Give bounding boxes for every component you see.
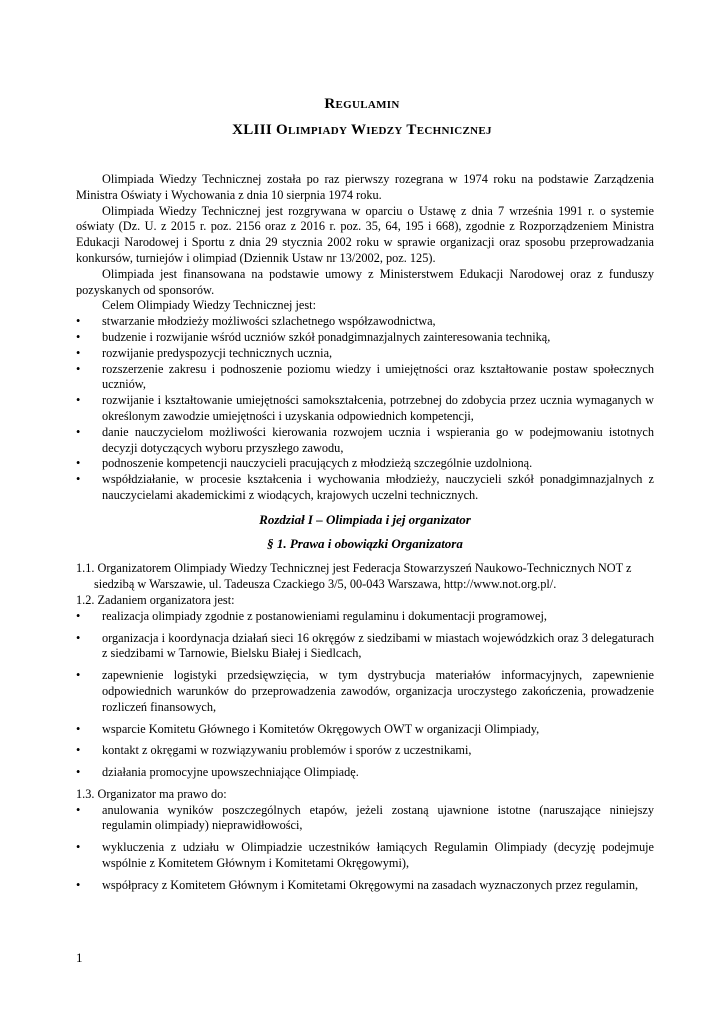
tasks-list-item: • kontakt z okręgami w rozwiązywaniu problemów i sporów z uczestnikami, <box>76 743 654 759</box>
goals-list-item: • współdziałanie, w procesie kształcenia i wychowania młodzieży, nauczycieli szkół ponadgimnazjalnych z nauczycielami akademickimi z wiodących, krajowych uczelni technicznych. <box>76 472 654 504</box>
chapter-heading: Rozdział I – Olimpiada i jej organizator <box>259 511 471 527</box>
goals-list-item: • stwarzanie młodzieży możliwości szlachetnego współzawodnictwa, <box>76 314 654 330</box>
page-number: 1 <box>76 950 83 965</box>
clause-1-2: 1.2. Zadaniem organizatora jest: <box>76 592 235 607</box>
tasks-list <box>76 609 654 781</box>
intro-paragraph: Olimpiada Wiedzy Technicznej jest rozgrywana w oparciu o Ustawę z dnia 7 września 1991 r. o systemie oświaty (Dz. U. z 2015 r. poz. 2156 oraz z 2016 r. poz. 35, 64, 195 i 668), zgodnie z Rozporządzeniem Ministra Edukacji Narodowej i Sportu z dnia 29 stycznia 2002 roku w sprawie organizacji oraz sposobu przeprowadzania konkursów, turniejów i olimpiad (Dziennik Ustaw nr 13/2002, poz. 125). <box>76 203 654 265</box>
tasks-list-item: • organizacja i koordynacja działań sieci 16 okręgów z siedzibami w miastach wojewódzkich oraz 3 delegaturach z siedzibami w Tarnowie, Bielsku Białej i Siedlcach, <box>76 631 654 663</box>
goals-list <box>76 314 654 504</box>
document-body <box>76 172 654 900</box>
clause-1-1: 1.1. Organizatorem Olimpiady Wiedzy Technicznej jest Federacja Stowarzyszeń Naukowo-Technicznych NOT z siedzibą w Warszawie, ul. Tadeusza Czackiego 3/5, 00-043 Warszawa, http://www.not.org.pl/. <box>76 561 632 592</box>
rights-list-item: • anulowania wyników poszczególnych etapów, jeżeli zostaną ujawnione istotne (naruszające niniejszy regulamin olimpiady) nieprawidłowości, <box>76 803 654 835</box>
document-title: Regulamin <box>324 96 400 112</box>
rights-list-item: • wykluczenia z udziału w Olimpiadzie uczestników łamiących Regulamin Olimpiady (decyzję podejmuje wspólnie z Komitetem Głównym i Komitetami Okręgowymi), <box>76 840 654 872</box>
goals-intro: Celem Olimpiady Wiedzy Technicznej jest: <box>102 298 317 313</box>
goals-list-item: • budzenie i rozwijanie wśród uczniów szkół ponadgimnazjalnych zainteresowania techniką, <box>76 330 654 346</box>
goals-list-item: • rozszerzenie zakresu i podnoszenie poziomu wiedzy i umiejętności oraz kształtowanie postaw społecznych uczniów, <box>76 362 654 394</box>
goals-list-item: • rozwijanie i kształtowanie umiejętności samokształcenia, potrzebnej do zdobycia przez ucznia wymaganych w określonym zawodzie umiejętności i uzyskania odpowiednich kompetencji, <box>76 393 654 425</box>
intro-paragraph: Olimpiada Wiedzy Technicznej została po raz pierwszy rozegrana w 1974 roku na podstawie Zarządzenia Ministra Oświaty i Wychowania z dnia 10 sierpnia 1974 roku. <box>76 172 654 202</box>
rights-list-item: • współpracy z Komitetem Głównym i Komitetami Okręgowymi na zasadach wyznaczonych przez regulamin, <box>76 878 654 894</box>
tasks-list-item: • wsparcie Komitetu Głównego i Komitetów Okręgowych OWT w organizacji Olimpiady, <box>76 722 654 738</box>
goals-list-item: • rozwijanie predyspozycji technicznych ucznia, <box>76 346 654 362</box>
intro-paragraph: Olimpiada jest finansowana na podstawie umowy z Ministerstwem Edukacji Narodowej oraz z funduszy pozyskanych od sponsorów. <box>76 266 654 297</box>
document-subtitle: XLIII Olimpiady Wiedzy Technicznej <box>232 122 492 138</box>
section-heading: § 1. Prawa i obowiązki Organizatora <box>267 535 463 551</box>
tasks-list-item: • zapewnienie logistyki przedsięwzięcia, w tym dystrybucja materiałów informacyjnych, zapewnienie odpowiednich warunków do przeprowadzenia zawodów, organizacja uroczystego zakończenia, prowadzenie rozliczeń finansowych, <box>76 668 654 715</box>
tasks-list-item: • realizacja olimpiady zgodnie z postanowieniami regulaminu i dokumentacji programowej, <box>76 609 654 625</box>
rights-list <box>76 803 654 894</box>
goals-list-item: • danie nauczycielom możliwości kierowania rozwojem ucznia i wspierania go w podejmowaniu istotnych decyzji dotyczących wyboru przyszłego zawodu, <box>76 425 654 457</box>
goals-list-item: • podnoszenie kompetencji nauczycieli pracujących z młodzieżą szczególnie uzdolnioną. <box>76 456 654 472</box>
tasks-list-item: • działania promocyjne upowszechniające Olimpiadę. <box>76 765 654 781</box>
clause-1-3: 1.3. Organizator ma prawo do: <box>76 786 227 801</box>
